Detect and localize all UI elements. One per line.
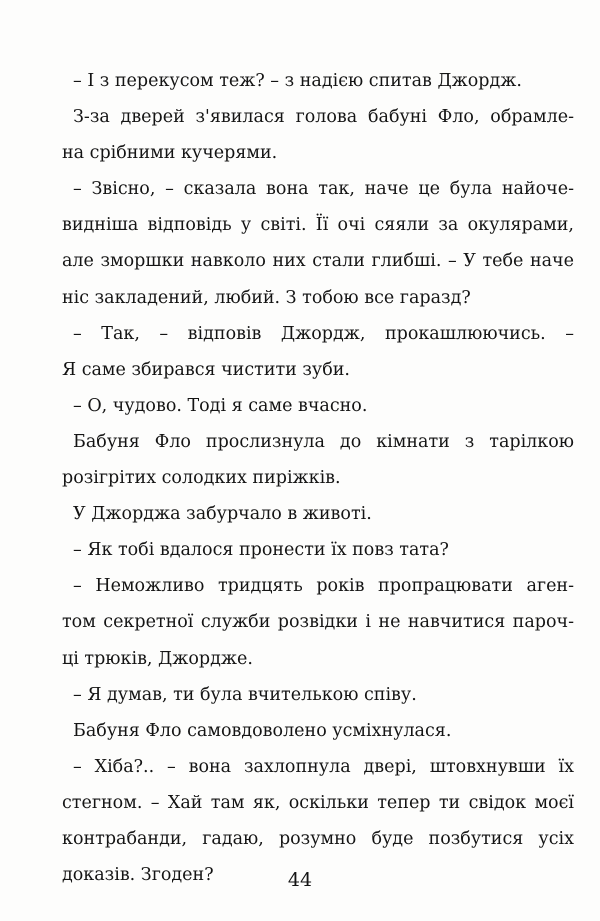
text-line: Бабуня Фло самовдоволено усміхнулася. <box>73 720 452 741</box>
page-number: 44 <box>287 869 313 891</box>
text-line: ніс закладений, любий. З тобою все гаразд? <box>62 287 471 308</box>
text-line: – Так, – відповів Джордж, прокашлюючись. – <box>73 323 574 344</box>
text-line: – О, чудово. Тоді я саме вчасно. <box>73 395 368 416</box>
text-line: видніша відповідь у світі. Її очі сяяли за окулярами, <box>62 215 574 236</box>
text-line: – Звісно, – сказала вона так, наче це була найоче- <box>73 179 574 200</box>
text-line: – Хіба?.. – вона захлопнула двері, штовхнувши їх <box>73 756 574 777</box>
text-line: З-за дверей з'явилася голова бабуні Фло, обрамле- <box>73 107 574 128</box>
text-line: – Я думав, ти була вчителькою співу. <box>73 684 417 705</box>
text-line: стегном. – Хай там як, оскільки тепер ти свідок моєї <box>62 792 574 813</box>
text-line: розігрітих солодких пиріжків. <box>62 468 341 489</box>
text-line: – І з перекусом теж? – з надією спитав Джордж. <box>73 71 522 91</box>
text-line: на срібними кучерями. <box>62 143 278 164</box>
page-text <box>62 63 574 893</box>
text-line: том секретної служби розвідки і не навчитися пароч- <box>62 612 574 633</box>
text-line: Я саме збирався чистити зуби. <box>62 359 350 380</box>
text-line: У Джорджа забурчало в животі. <box>73 504 372 525</box>
text-line: доказів. Згоден? <box>62 865 214 886</box>
text-line: – Як тобі вдалося пронести їх повз тата? <box>73 540 449 561</box>
text-line: але зморшки навколо них стали глибші. – У тебе наче <box>62 251 574 272</box>
text-line: Бабуня Фло прослизнула до кімнати з тарілкою <box>73 431 574 452</box>
text-line: контрабанди, гадаю, розумно буде позбутися усіх <box>62 828 574 849</box>
text-line: – Неможливо тридцять років пропрацювати аген- <box>73 576 574 597</box>
text-line: ці трюків, Джордже. <box>62 648 253 669</box>
